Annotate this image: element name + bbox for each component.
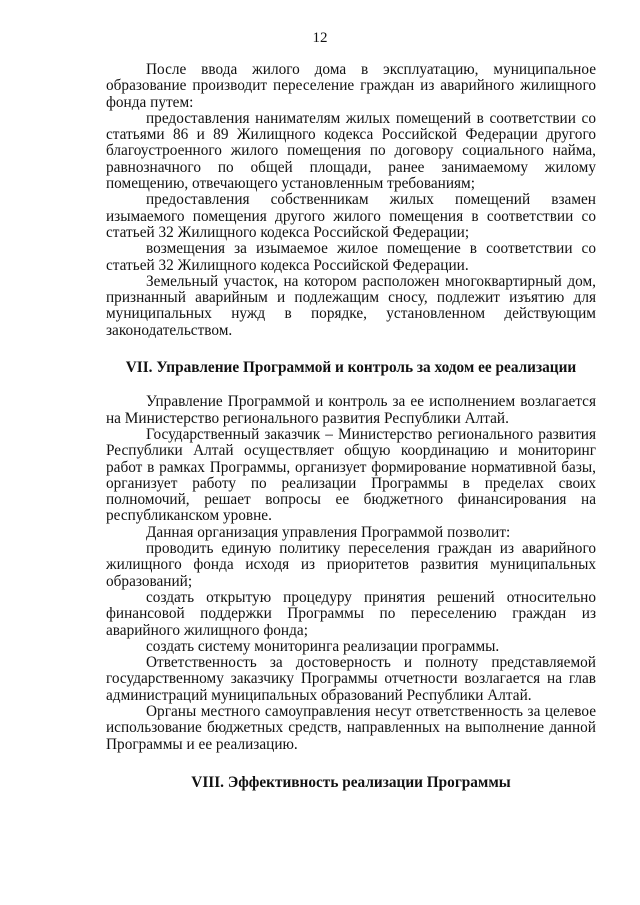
section-heading-viii: VIII. Эффективность реализации Программы: [191, 773, 511, 791]
paragraph: Ответственность за достоверность и полноту представляемой государственному заказчику Программы отчетности возлагается на глав администраций муниципальных образований Республики Алтай.: [106, 654, 596, 704]
paragraph: предоставления нанимателям жилых помещений в соответствии со статьями 86 и 89 Жилищного кодекса Российской Федерации другого благоустроенного жилого помещения по договору социального найма, равнозначного по общей площади, ранее занимаемому жилому помещению, отвечающего установленным требованиям;: [106, 109, 596, 193]
paragraph: Данная организация управления Программой позволит:: [146, 523, 511, 541]
page-number: 12: [312, 30, 328, 46]
paragraph: создать открытую процедуру принятия решений относительно финансовой поддержки Программы по переселению граждан из аварийного жилищного фонда;: [106, 588, 596, 639]
paragraph: Управление Программой и контроль за ее исполнением возлагается на Министерство регионального развития Республики Алтай.: [106, 393, 596, 427]
paragraph: Земельный участок, на котором расположен многоквартирный дом, признанный аварийным и подлежащим сносу, подлежит изъятию для муниципальных нужд в порядке, установленном действующим законодательством.: [106, 272, 596, 339]
paragraph: предоставления собственникам жилых помещений взамен изымаемого помещения другого жилого помещения в соответствии со статьей 32 Жилищного кодекса Российской Федерации;: [106, 191, 596, 241]
body-text: [106, 62, 596, 791]
paragraph: Органы местного самоуправления несут ответственность за целевое использование бюджетных средств, направленных на выполнение данной Программы и ее реализацию.: [106, 702, 596, 753]
paragraph: После ввода жилого дома в эксплуатацию, муниципальное образование производит переселение граждан из аварийного жилищного фонда путем:: [106, 61, 596, 111]
paragraph: проводить единую политику переселения граждан из аварийного жилищного фонда исходя из приоритетов развития муниципальных образований;: [106, 540, 596, 590]
paragraph: Государственный заказчик – Министерство регионального развития Республики Алтай осуществляет общую координацию и мониторинг работ в рамках Программы, организует формирование нормативной базы, организует работу по реализации Программы в пределах своих полномочий, решает вопросы ее бюджетного финансирования на республиканском уровне.: [106, 425, 596, 525]
paragraph: создать систему мониторинга реализации программы.: [146, 637, 500, 655]
paragraph: возмещения за изымаемое жилое помещение в соответствии со статьей 32 Жилищного кодекса Российской Федерации.: [106, 240, 596, 274]
section-heading-vii: VII. Управление Программой и контроль за ходом ее реализации: [125, 359, 577, 377]
